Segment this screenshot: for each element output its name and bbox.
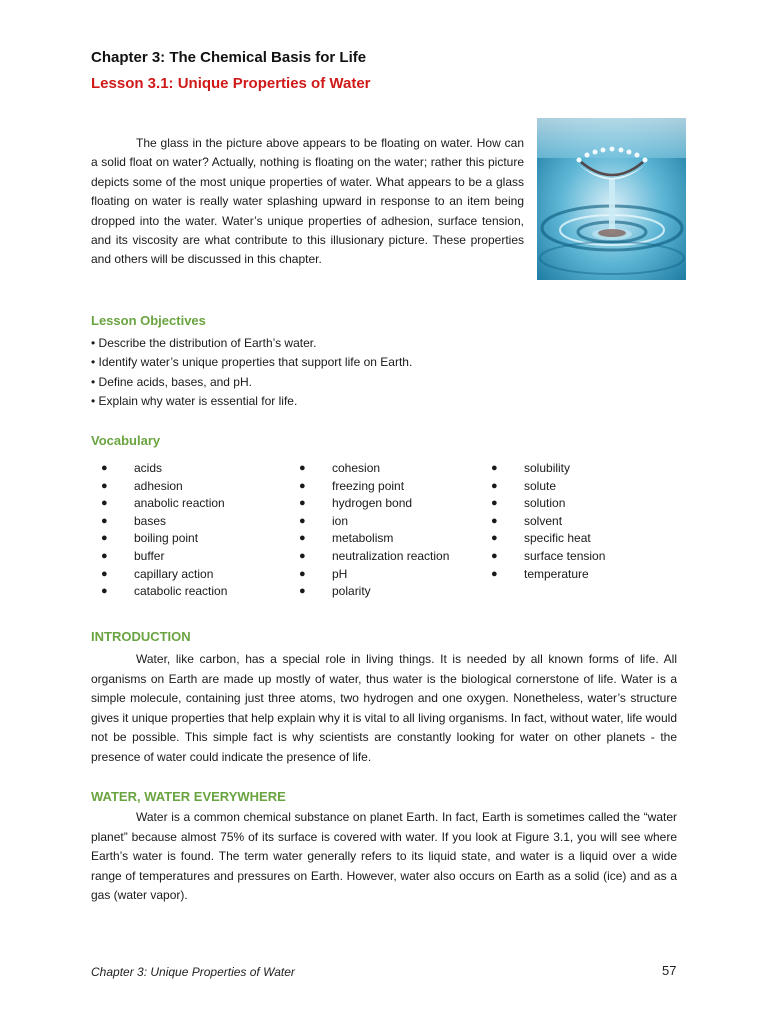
footer-chapter-title: Chapter 3: Unique Properties of Water bbox=[91, 965, 295, 979]
bullet-icon: ● bbox=[491, 479, 498, 492]
vocab-item: ● solute bbox=[491, 478, 605, 496]
vocabulary-column-2 bbox=[299, 460, 449, 601]
introduction-paragraph: Water, like carbon, has a special role in living things. It is needed by all known forms of life. All organisms on Earth are made up mostly of water, thus water is the biological cornerstone of life. Water is a simple molecule, containing just three atoms, two hydrogen and one oxygen. Nonetheless, water’s structure gives it unique properties that help explain why it is vital to all living organisms. In fact, without water, life would not be possible. This simple fact is why scientists are constantly looking for water on other planets - the presence of water could indicate the presence of life. bbox=[91, 652, 677, 764]
vocab-item: ● specific heat bbox=[491, 530, 605, 548]
vocab-item: ● catabolic reaction bbox=[101, 583, 227, 601]
bullet-icon: ● bbox=[491, 514, 498, 527]
bullet-icon: ● bbox=[101, 497, 108, 510]
bullet-icon: ● bbox=[491, 497, 498, 510]
water-everywhere-paragraph: Water is a common chemical substance on planet Earth. In fact, Earth is sometimes called the “water planet” because almost 75% of its surface is covered with water. If you look at Figure 3.1, you will see where Earth’s water is found. The term water generally refers to its liquid state, and water is a liquid over a wide range of temperatures and pressures on Earth. However, water also occurs on Earth as a solid (ice) and as a gas (water vapor). bbox=[91, 810, 677, 903]
vocab-item: ● solubility bbox=[491, 460, 605, 478]
bullet-icon: ● bbox=[491, 532, 498, 545]
vocab-item: ● hydrogen bond bbox=[299, 495, 449, 513]
lesson-title: Lesson 3.1: Unique Properties of Water bbox=[91, 75, 371, 92]
chapter-title: Chapter 3: The Chemical Basis for Life bbox=[91, 49, 367, 66]
vocab-item: ● pH bbox=[299, 566, 449, 584]
vocab-item: ● metabolism bbox=[299, 530, 449, 548]
vocab-item: ● boiling point bbox=[101, 530, 227, 548]
bullet-icon: ● bbox=[299, 479, 306, 492]
bullet-icon: ● bbox=[101, 479, 108, 492]
vocabulary-column-1 bbox=[101, 460, 227, 601]
vocab-item: ● cohesion bbox=[299, 460, 449, 478]
bullet-icon: ● bbox=[491, 549, 498, 562]
objectives-list bbox=[91, 334, 412, 412]
bullet-icon: ● bbox=[299, 549, 306, 562]
objective-item: • Explain why water is essential for life. bbox=[91, 392, 412, 411]
objective-item: • Describe the distribution of Earth’s water. bbox=[91, 334, 412, 353]
bullet-icon: ● bbox=[299, 514, 306, 527]
vocab-item: ● surface tension bbox=[491, 548, 605, 566]
objectives-heading: Lesson Objectives bbox=[91, 313, 206, 328]
objective-item: • Define acids, bases, and pH. bbox=[91, 373, 412, 392]
bullet-icon: ● bbox=[299, 462, 306, 474]
objective-item: • Identify water’s unique properties that support life on Earth. bbox=[91, 353, 412, 372]
bullet-icon: ● bbox=[299, 497, 306, 510]
vocab-item: ● freezing point bbox=[299, 478, 449, 496]
water-everywhere-heading: WATER, WATER EVERYWHERE bbox=[91, 789, 286, 804]
vocab-item: ● neutralization reaction bbox=[299, 548, 449, 566]
vocab-item: ● solvent bbox=[491, 513, 605, 531]
vocab-item: ● solution bbox=[491, 495, 605, 513]
bullet-icon: ● bbox=[491, 567, 498, 580]
bullet-icon: ● bbox=[299, 567, 306, 580]
vocabulary-heading: Vocabulary bbox=[91, 433, 161, 448]
vocab-item: ● polarity bbox=[299, 583, 449, 601]
bullet-icon: ● bbox=[299, 585, 306, 598]
vocab-item: ● anabolic reaction bbox=[101, 495, 227, 513]
bullet-icon: ● bbox=[491, 462, 498, 474]
water-splash-image bbox=[537, 118, 686, 280]
bullet-icon: ● bbox=[101, 532, 108, 545]
vocab-item: ● buffer bbox=[101, 548, 227, 566]
bullet-icon: ● bbox=[101, 585, 108, 598]
vocab-item: ● temperature bbox=[491, 566, 605, 584]
bullet-icon: ● bbox=[101, 567, 108, 580]
bullet-icon: ● bbox=[101, 549, 108, 562]
intro-paragraph: The glass in the picture above appears to be floating on water. How can a solid float on water? Actually, nothing is floating on the water; rather this picture depicts some of the most unique properties of water. What appears to be a glass floating on water is really water splashing upward in response to an item being dropped into the water. Water’s unique properties of adhesion, surface tension, and its viscosity are what contribute to this illusionary picture. These properties and others will be discussed in this chapter. bbox=[91, 136, 524, 267]
page-number: 57 bbox=[662, 963, 677, 978]
vocab-item: ● capillary action bbox=[101, 566, 227, 584]
bullet-icon: ● bbox=[101, 462, 108, 474]
vocabulary-column-3 bbox=[491, 460, 605, 583]
bullet-icon: ● bbox=[101, 514, 108, 527]
bullet-icon: ● bbox=[299, 532, 306, 545]
introduction-heading: INTRODUCTION bbox=[91, 629, 191, 644]
vocab-item: ● adhesion bbox=[101, 478, 227, 496]
vocab-item: ● ion bbox=[299, 513, 449, 531]
vocab-item: ● bases bbox=[101, 513, 227, 531]
vocab-item: ● acids bbox=[101, 460, 227, 478]
water-splash-illustration bbox=[537, 118, 686, 280]
